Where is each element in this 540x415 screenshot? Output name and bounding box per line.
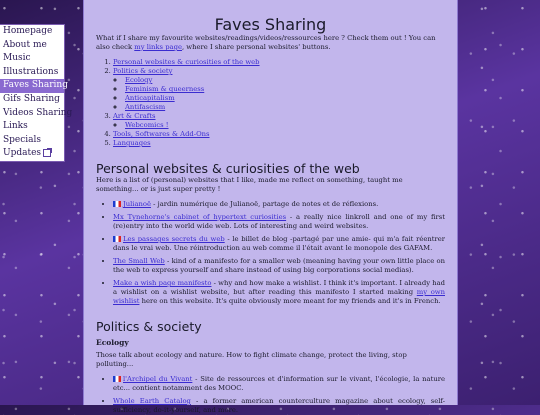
sidebar-item-about-me[interactable]: About me bbox=[3, 39, 47, 50]
entry-text: - le billet de blog -partagé par une amie- qui m'a fait réentrer dans le vrai web. Une réintroduction au web comme il l'était avant le monopole des GAFAM. bbox=[113, 235, 445, 252]
toc-link-webcomics[interactable]: Webcomics ! bbox=[125, 121, 169, 129]
toc-item bbox=[113, 139, 445, 148]
sidebar-nav bbox=[0, 24, 73, 162]
main-content bbox=[83, 0, 458, 414]
sidebar-item-videos-sharing[interactable]: Videos Sharing bbox=[3, 107, 73, 118]
toc-link-languages[interactable]: Languages bbox=[113, 139, 151, 147]
french-flag-icon bbox=[113, 376, 121, 382]
entry-text: - why and how make a wishlist. I think it's important. I already had a wishlist on a wishlist website, but after reading this manifesto I started making bbox=[113, 279, 445, 296]
entry-link[interactable]: l'Archipel du Vivant bbox=[123, 375, 193, 383]
table-of-contents bbox=[96, 58, 445, 148]
french-flag-icon bbox=[113, 201, 121, 207]
entry-text: - Site de ressources et d'information sur le vivant, l'écologie, la nature etc... contient notamment des MOOC. bbox=[113, 375, 445, 392]
entry-list bbox=[96, 200, 445, 306]
list-item bbox=[113, 397, 445, 415]
toc-subitem bbox=[125, 94, 445, 103]
subsection-heading: Ecology bbox=[96, 338, 129, 347]
sidebar-item-links[interactable]: Links bbox=[3, 121, 28, 132]
french-flag-icon bbox=[113, 236, 121, 242]
wishlist-link[interactable]: my own wishlist bbox=[113, 288, 445, 305]
sidebar-item-faves-sharing[interactable]: Faves Sharing bbox=[0, 79, 64, 93]
toc-subitem bbox=[125, 103, 445, 112]
intro-text: What if I share my favourite websites/readings/videos/ressources here ? Check them out ! You can also check bbox=[96, 34, 436, 51]
toc-link-politics[interactable]: Politics & society bbox=[113, 67, 173, 75]
entry-link[interactable]: Whole Earth Catalog bbox=[113, 397, 191, 405]
entry-text: - a former american counterculture magazine about ecology, self-sufficiency, do-it-yourself, and more. bbox=[113, 397, 446, 414]
sidebar-item-music[interactable]: Music bbox=[3, 53, 31, 64]
list-item bbox=[113, 200, 445, 209]
toc-subitem bbox=[125, 85, 445, 94]
toc-link-anticapitalism[interactable]: Anticapitalism bbox=[125, 94, 175, 102]
sidebar-item-updates[interactable] bbox=[0, 147, 64, 161]
section-politics bbox=[96, 320, 445, 415]
page-title: Faves Sharing bbox=[214, 15, 327, 34]
list-item bbox=[113, 235, 445, 253]
entry-text: - kind of a manifesto for a smaller web (meaning having your own little place on the web to express yourself and share instead of using big corporations social medias). bbox=[113, 257, 446, 274]
toc-link-art-crafts[interactable]: Art & Crafts bbox=[113, 112, 156, 120]
list-item bbox=[113, 279, 445, 306]
external-link-icon bbox=[43, 149, 51, 157]
section-intro: Here is a list of (personal) websites that I like, made me reflect on something, taught me something... or is just super pretty ! bbox=[96, 176, 403, 193]
toc-link-antifascism[interactable]: Antifascism bbox=[125, 103, 166, 111]
toc-link-personal-websites[interactable]: Personal websites & curiosities of the web bbox=[113, 58, 260, 66]
entry-link[interactable]: Mx Tynehorne's cabinet of hypertext curiosities bbox=[113, 213, 287, 221]
sidebar-item-specials[interactable]: Specials bbox=[3, 134, 42, 145]
sidebar-item-updates-label: Updates bbox=[3, 148, 42, 159]
toc-subitem bbox=[125, 121, 445, 130]
toc-item bbox=[113, 112, 445, 130]
toc-item bbox=[113, 58, 445, 67]
entry-link[interactable]: Julianoë bbox=[123, 200, 151, 208]
entry-list bbox=[96, 375, 445, 415]
toc-subitem bbox=[125, 76, 445, 85]
sidebar-item-illustrations[interactable]: Illustrations bbox=[3, 66, 59, 77]
entry-link[interactable]: Les passages secrets du web bbox=[123, 235, 225, 243]
entry-text: - a really nice linkroll and one of my first (re)entry into the world wide web. Lots of interesting and weird websites. bbox=[113, 213, 446, 230]
links-page-link[interactable]: my links page bbox=[134, 43, 182, 51]
sidebar-item-gifs-sharing[interactable]: Gifs Sharing bbox=[3, 93, 60, 104]
list-item bbox=[113, 213, 445, 231]
list-item bbox=[113, 257, 445, 275]
toc-link-ecology[interactable]: Ecology bbox=[125, 76, 153, 84]
section-heading: Politics & society bbox=[96, 319, 202, 334]
section-heading: Personal websites & curiosities of the web bbox=[96, 161, 360, 176]
toc-item bbox=[113, 67, 445, 112]
intro-text-end: , where I share personal websites' buttons. bbox=[181, 43, 331, 51]
toc-link-feminism[interactable]: Feminism & queerness bbox=[125, 85, 205, 93]
intro-paragraph bbox=[96, 34, 445, 52]
entry-text: - jardin numérique de Julianoë, partage de notes et de réflexions. bbox=[151, 200, 379, 208]
entry-text: here on this website. It's quite obviously more meant for my friends and it's in French. bbox=[139, 297, 441, 305]
toc-item bbox=[113, 130, 445, 139]
list-item bbox=[113, 375, 445, 393]
toc-link-tools[interactable]: Tools, Softwares & Add-Ons bbox=[113, 130, 210, 138]
sidebar-item-homepage[interactable]: Homepage bbox=[3, 26, 53, 36]
entry-link[interactable]: The Small Web bbox=[113, 257, 165, 265]
section-personal-websites bbox=[96, 162, 445, 306]
section-intro: Those talk about ecology and nature. How to fight climate change, protect the living, stop polluting... bbox=[96, 351, 407, 368]
entry-link[interactable]: Make a wish page manifesto bbox=[113, 279, 212, 287]
